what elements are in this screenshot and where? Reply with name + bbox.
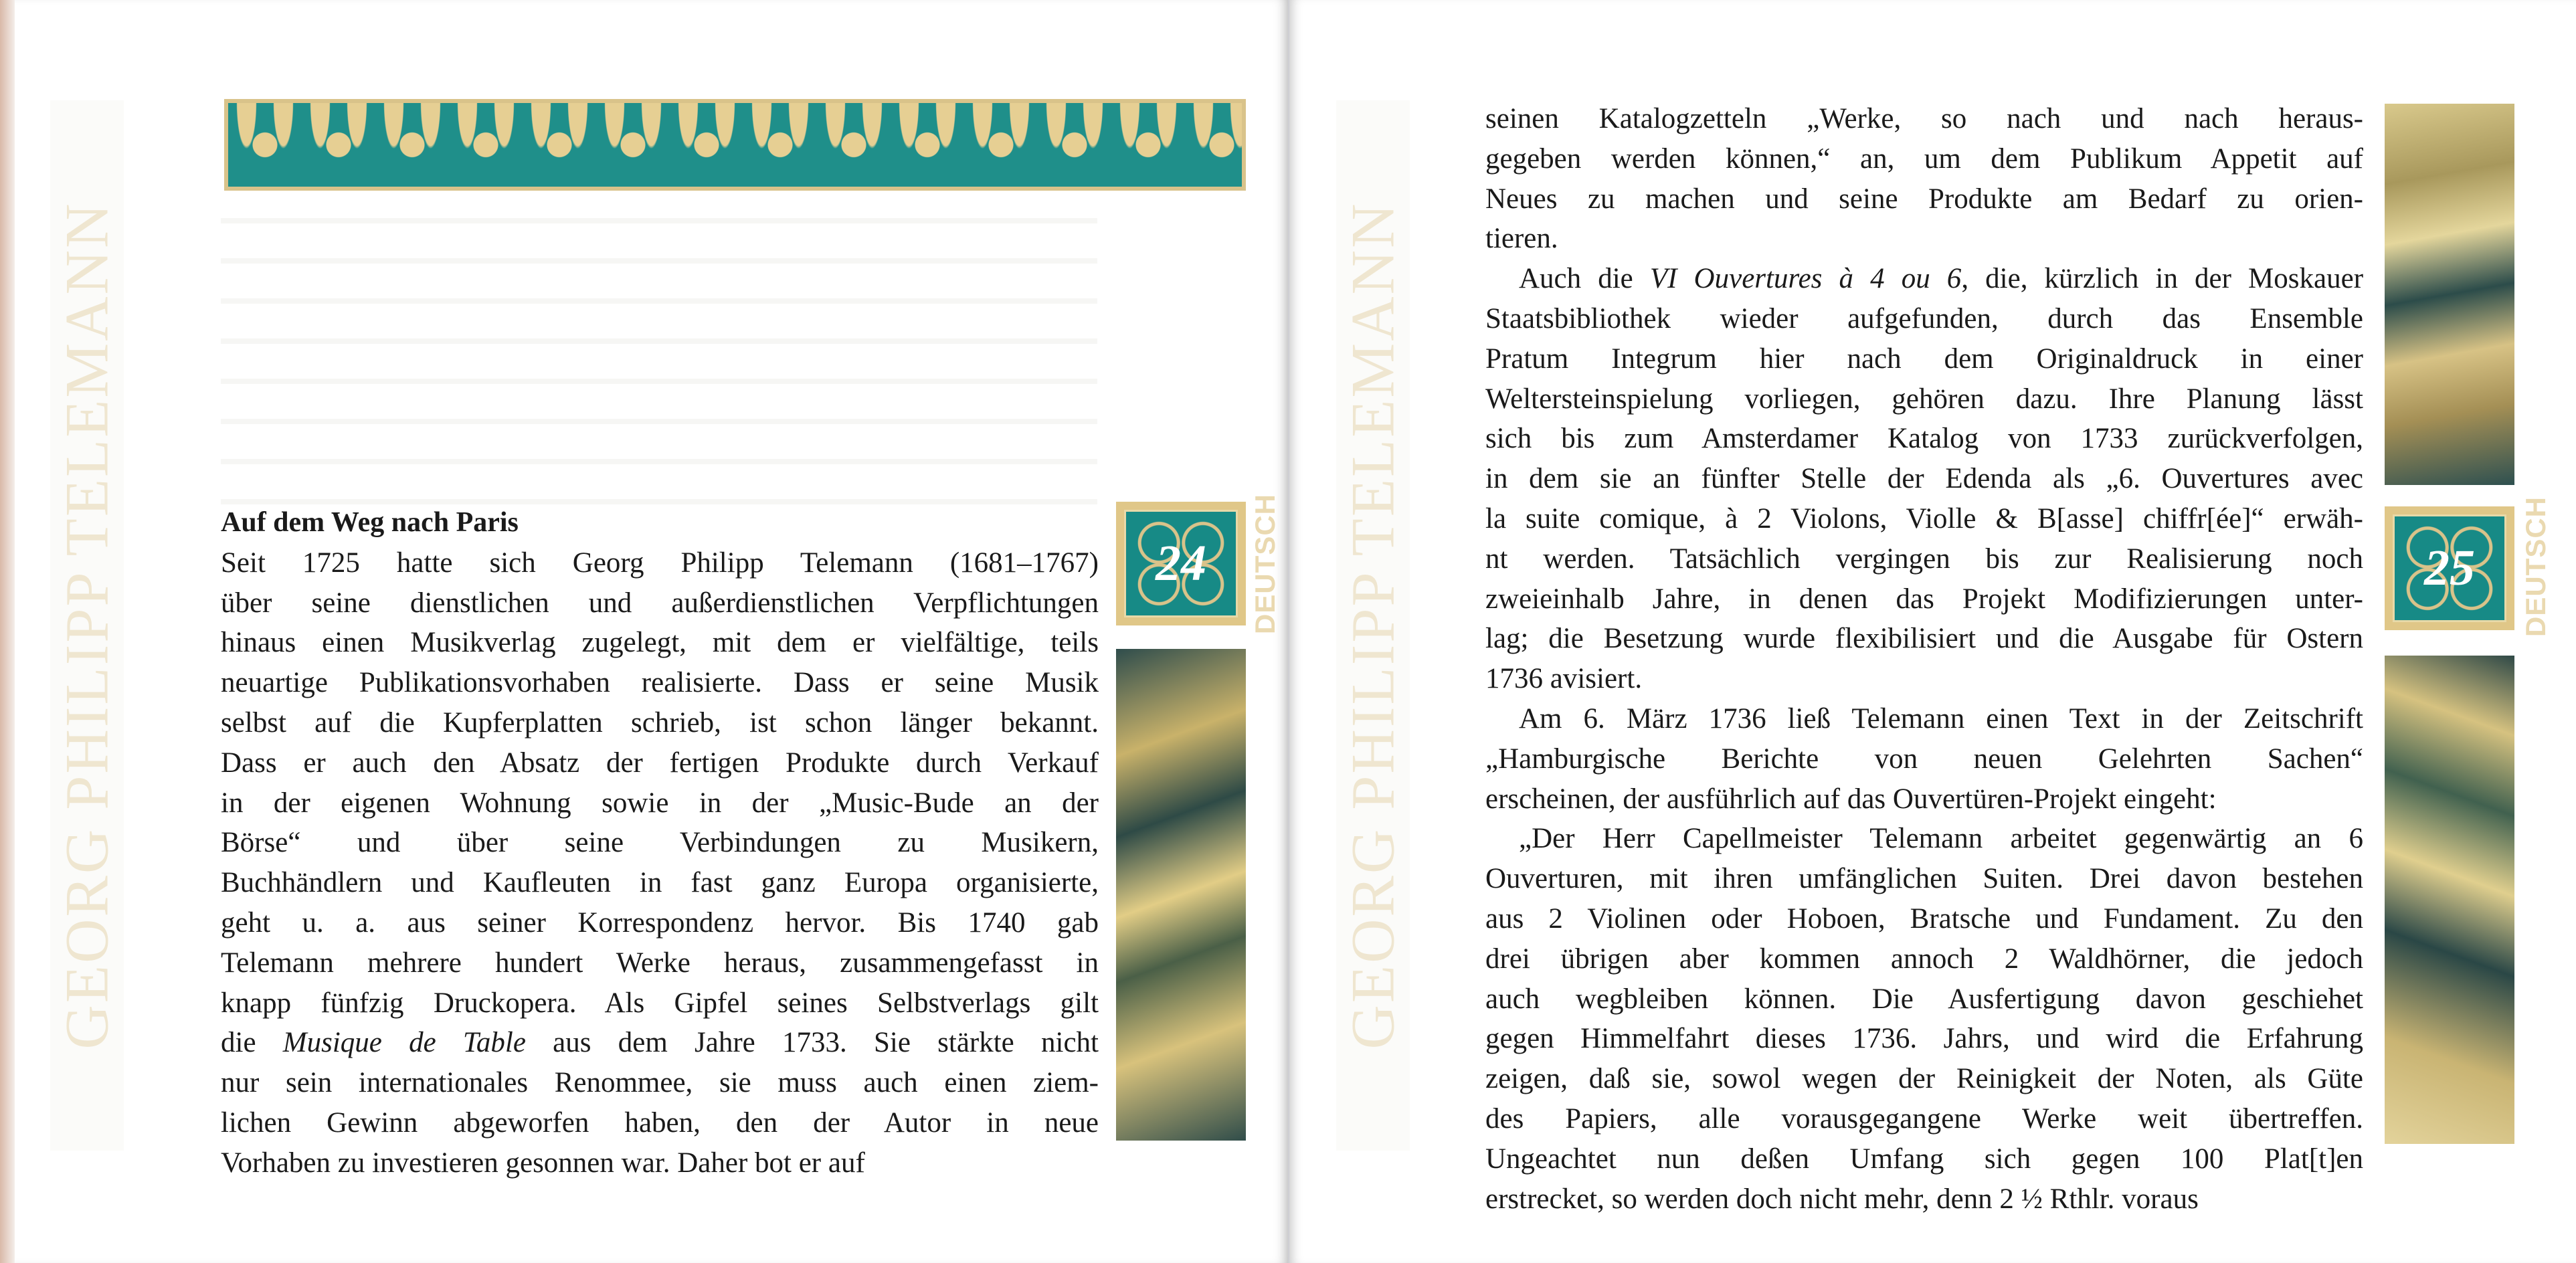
text-line: lag; die Besetzung wurde flexibilisiert und die Ausgabe für Ostern (1485, 623, 2363, 655)
text-line: Weltersteinspielung vorliegen, gehören dazu. Ihre Planung lässt (1485, 383, 2363, 415)
text-line: des Papiers, alle vorausgegangene Werke weit übertreffen. (1485, 1102, 2363, 1135)
text-line: Telemann mehrere hundert Werke heraus, zusammengefasst in (221, 947, 1099, 979)
text-line: „Hamburgische Berichte von neuen Gelehrten Sachen“ (1485, 743, 2363, 775)
text-line: auch wegbleiben können. Die Ausfertigung davon geschiehet (1485, 983, 2363, 1015)
text-line: gegeben werden können,“ an, um dem Publikum Appetit auf (1485, 142, 2363, 175)
text-line: zeigen, daß sie, sowol wegen der Reinigkeit der Noten, als Güte (1485, 1063, 2363, 1095)
text-line: in der eigenen Wohnung sowie in der „Music-Bude an der (221, 787, 1099, 819)
show-through-text (221, 201, 1097, 508)
page-number: 24 (1156, 535, 1206, 591)
text-segment: aus dem Jahre 1733. Sie stärkte nicht (525, 1027, 1099, 1059)
text-line: selbst auf die Kupferplatten schrieb, ist schon länger bekannt. (221, 706, 1099, 739)
text-line: in dem sie an fünfter Stelle der Edenda als „6. Ouvertures avec (1485, 463, 2363, 495)
text-line: Pratum Integrum hier nach dem Originaldruck in einer (1485, 343, 2363, 375)
text-line: hinaus einen Musikverlag zugelegt, mit dem er vielfältige, teils (221, 627, 1099, 659)
language-tab (1249, 493, 1282, 635)
tapestry-image (2385, 104, 2514, 485)
tapestry-image (2385, 656, 2514, 1144)
text-line: Seit 1725 hatte sich Georg Philipp Telemann (1681–1767) (221, 547, 1099, 579)
language-label: DEUTSCH (2520, 496, 2552, 638)
text-line: seinen Katalogzetteln „Werke, so nach und nach heraus- (1485, 103, 2363, 134)
right-page (1289, 0, 2576, 1263)
page-number-badge (1116, 502, 1246, 625)
text-line: sich bis zum Amsterdamer Katalog von 1733 zurückverfolgen, (1485, 423, 2363, 455)
text-line: über seine dienstlichen und außerdienstlichen Verpflichtungen (221, 587, 1099, 619)
section-heading: Auf dem Weg nach Paris (221, 507, 519, 538)
text-segment: die (221, 1027, 283, 1059)
text-line: nt werden. Tatsächlich vergingen bis zur Realisierung noch (1485, 543, 2363, 575)
italic-title: VI Ouvertures à 4 ou 6 (1649, 263, 1962, 295)
text-line: geht u. a. aus seiner Korrespondenz hervor. Bis 1740 gab (221, 906, 1099, 939)
text-line: neuartige Publikationsvorhaben realisierte. Dass er seine Musik (221, 667, 1099, 699)
italic-title: Musique de Table (282, 1027, 526, 1059)
body-text (221, 503, 1099, 1183)
text-line: drei übrigen aber kommen annoch 2 Waldhörner, die jedoch (1485, 943, 2363, 975)
text-line: Neues zu machen und seine Produkte am Bedarf zu orien- (1485, 183, 2363, 215)
tapestry-image (1116, 649, 1246, 1141)
text-line: 1736 avisiert. (1485, 663, 1643, 695)
text-line: erstrecket, so werden doch nicht mehr, denn 2 ½ Rthlr. voraus (1485, 1183, 2199, 1215)
text-line: tieren. (1485, 223, 1558, 255)
text-line: aus 2 Violinen oder Hoboen, Bratsche und Fundament. Zu den (1485, 902, 2363, 935)
ornamental-banner (224, 99, 1246, 191)
vertical-title-text: GEORG PHILIPP TELEMANN (1339, 201, 1407, 1050)
text-segment: Auch die (1519, 263, 1650, 295)
text-line (1485, 259, 2363, 299)
text-line: Buchhändlern und Kaufleuten in fast ganz Europa organisierte, (221, 867, 1099, 899)
text-line: „Der Herr Capellmeister Telemann arbeitet gegenwärtig an 6 (1519, 823, 2363, 855)
language-tab (2519, 496, 2553, 638)
language-label: DEUTSCH (1249, 493, 1281, 635)
text-line: Börse“ und über seine Verbindungen zu Musikern, (221, 827, 1099, 859)
text-line: gegen Himmelfahrt dieses 1736. Jahrs, und wird die Erfahrung (1485, 1023, 2363, 1055)
text-line: la suite comique, à 2 Violons, Violle & B[asse] chiffr[ée]“ erwäh- (1485, 502, 2363, 535)
text-line: Dass er auch den Absatz der fertigen Produkte durch Verkauf (221, 747, 1099, 779)
text-line: Ungeachtet nun deßen Umfang sich gegen 100 Plat[t]en (1485, 1143, 2363, 1175)
text-line (221, 1023, 1099, 1063)
text-line: Vorhaben zu investieren gesonnen war. Daher bot er auf (221, 1147, 865, 1179)
text-line: knapp fünfzig Druckopera. Als Gipfel seines Selbstverlags gilt (221, 987, 1099, 1019)
text-line: Am 6. März 1736 ließ Telemann einen Text in der Zeitschrift (1519, 702, 2363, 735)
text-line: Ouverturen, mit ihren umfänglichen Suiten. Drei davon bestehen (1485, 863, 2363, 895)
text-segment: , die, kürzlich in der Moskauer (1961, 263, 2364, 295)
text-line: erscheinen, der ausführlich auf das Ouvertüren-Projekt eingeht: (1485, 783, 2217, 815)
text-line: zweieinhalb Jahre, in denen das Projekt Modifizierungen unter- (1485, 583, 2363, 615)
page-edge (0, 0, 15, 1263)
text-line: nur sein internationales Renommee, sie muss auch einen ziem- (221, 1067, 1099, 1099)
vertical-title (1336, 100, 1410, 1151)
page-number-badge (2385, 506, 2514, 630)
page-number: 25 (2424, 540, 2475, 596)
text-line: lichen Gewinn abgeworfen haben, den der Autor in neue (221, 1106, 1099, 1139)
vertical-title-text: GEORG PHILIPP TELEMANN (53, 201, 121, 1050)
vertical-title (50, 100, 124, 1151)
text-line: Staatsbibliothek wieder aufgefunden, durch das Ensemble (1485, 302, 2363, 334)
body-text (1485, 99, 2363, 1219)
